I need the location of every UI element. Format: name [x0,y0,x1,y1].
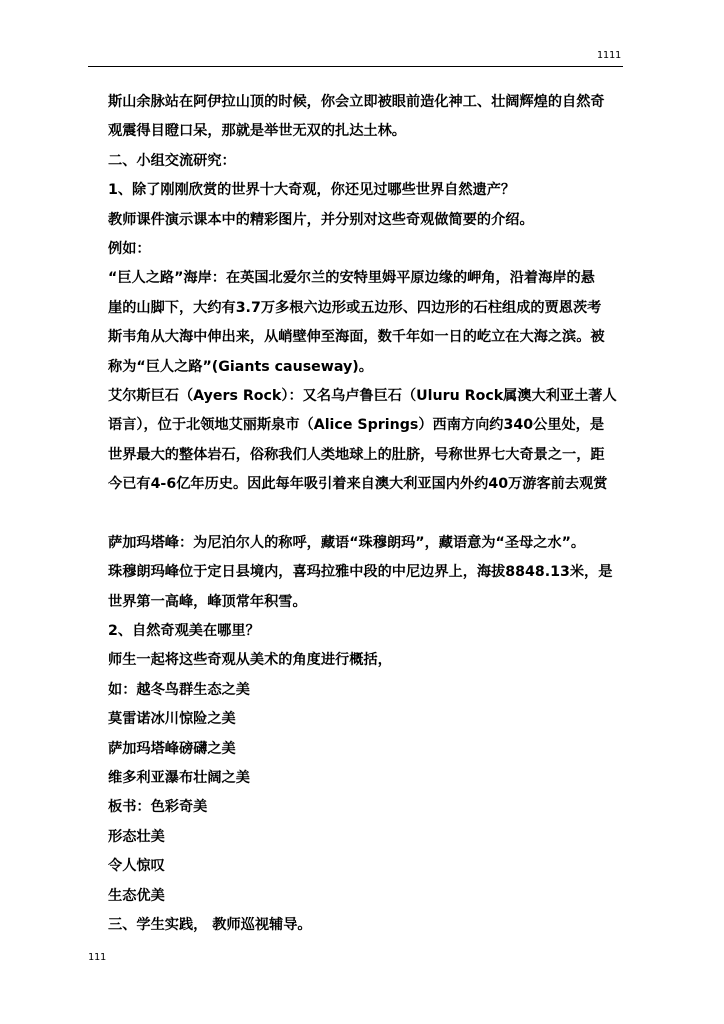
header-page-number: 1111 [596,50,621,61]
blank-line [108,499,628,528]
text-line: 艾尔斯巨石（Ayers Rock）：又名乌卢鲁巨石（Uluru Rock属澳大利亚土著人 [108,387,617,404]
text-line: 师生一起将这些奇观从美术的角度进行概括， [108,652,392,669]
text-line: 教师课件演示课本中的精彩图片，并分别对这些奇观做简要的介绍。 [108,211,534,228]
text-line: 形态壮美 [108,828,165,845]
text-line: 莫雷诺冰川惊险之美 [108,711,236,728]
text-line: 令人惊叹 [108,858,165,875]
text-line: 语言），位于北领地艾丽斯泉市（Alice Springs）西南方向约340公里处，是 [108,417,605,434]
text-line: “巨人之路”海岸：在英国北爱尔兰的安特里姆平原边缘的岬角，沿着海岸的悬 [108,270,595,287]
footer-page-number: 111 [88,952,107,963]
text-line: 崖的山脚下，大约有3.7万多根六边形或五边形、四边形的石柱组成的贾恩茨考 [108,299,602,316]
header-divider [88,66,623,67]
question-line: 2、自然奇观美在哪里？ [108,623,260,640]
section-heading: 三、学生实践， 教师巡视辅导。 [108,916,312,933]
text-line: 板书：色彩奇美 [108,799,208,816]
text-line: 斯山余脉站在阿伊拉山顶的时候，你会立即被眼前造化神工、壮阔辉煌的自然奇 [108,94,605,110]
text-line: 称为“巨人之路”(Giants causeway)。 [108,358,373,375]
text-line: 今已有4-6亿年历史。因此每年吸引着来自澳大利亚国内外约40万游客前去观赏 [108,476,608,493]
text-line: 世界第一高峰，峰顶常年积雪。 [108,593,307,610]
text-line: 例如： [108,240,151,257]
section-heading: 二、小组交流研究： [108,152,236,169]
text-line: 世界最大的整体岩石，俗称我们人类地球上的肚脐，号称世界七大奇景之一，距 [108,446,605,463]
text-line: 观震得目瞪口呆，那就是举世无双的扎达土林。 [108,123,406,140]
text-line: 维多利亚瀑布壮阔之美 [108,769,250,786]
text-line: 如：越冬鸟群生态之美 [108,681,250,698]
document-body [108,88,628,940]
question-line: 1、除了刚刚欣赏的世界十大奇观，你还见过哪些世界自然遗产？ [108,182,516,199]
text-line: 珠穆朗玛峰位于定日县境内，喜玛拉雅中段的中尼边界上，海拔8848.13米，是 [108,564,613,581]
text-line: 生态优美 [108,887,165,904]
text-line: 萨加玛塔峰：为尼泊尔人的称呼，藏语“珠穆朗玛”，藏语意为“圣母之水”。 [108,534,586,551]
text-line: 萨加玛塔峰磅礴之美 [108,740,236,757]
text-line: 斯韦角从大海中伸出来，从峭壁伸至海面，数千年如一日的屹立在大海之滨。被 [108,329,605,346]
